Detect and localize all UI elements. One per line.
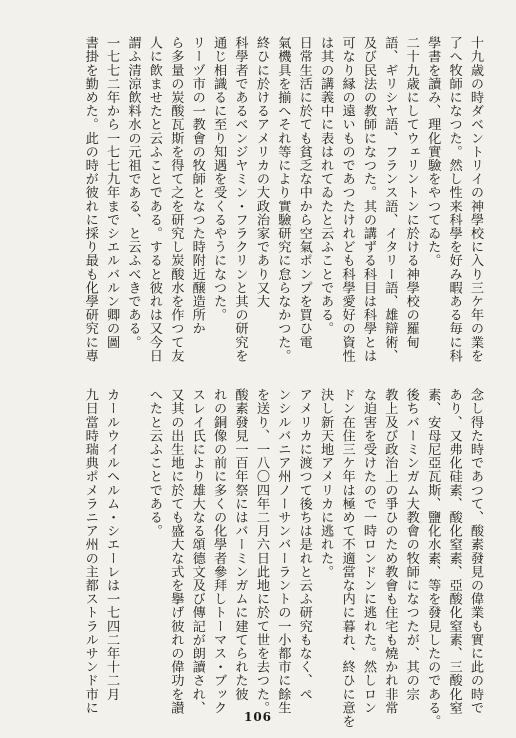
text-column: リーヅ市の一教會の牧師となつた時附近醸造所か (189, 36, 205, 336)
text-column: へたと云ふことである。 (146, 388, 162, 538)
text-column: 一七七二年から一七七九年までシエルバルン卿の圖 (104, 36, 120, 349)
text-column: 教上及び政治上の爭ひのため教會も住宅も燒かれ非常 (382, 388, 398, 715)
text-column: 念し得た時であつて、酸素發見の偉業も實に此の時で (468, 388, 483, 715)
text-column: は其の講義中に表はれてゐたと云ふことである。 (318, 36, 334, 336)
text-column: 書掛を勤めた。此の時が彼れに採り最も化學研究に專 (82, 36, 98, 363)
text-column: あり、又弗化硅素、酸化窒素、亞酸化窒素、三酸化窒 (446, 388, 462, 715)
text-column: ンシルバニア州ノーサンバーラントの一小都市に餘生 (275, 388, 291, 715)
text-column: 科學者であるベンジヤミン・フラクリンと其の研究を (232, 36, 248, 363)
text-column: 二十九歳にしてウェリントンに於ける神學校の羅甸 (403, 36, 419, 349)
text-column: ドン在住三ケ年は極めて不適當な内に暮れ、終ひに意を (339, 388, 355, 728)
text-column: 九日當時瑞典ポメラニア州の主都ストラルサンド市に (82, 388, 98, 715)
text-column: 又其の出生地に於ても盛大な式を擧げ彼れの偉功を讃 (168, 388, 184, 715)
text-column: 酸素發見一百年祭にはバーミンガムに建てられた彼 (232, 388, 248, 701)
text-column: カールウイルヘルム・シエーレは一七四二年十二月 (104, 388, 120, 701)
text-column: 了へ牧師になつた。然し性来科學を好み暇ある毎に科 (446, 36, 462, 363)
text-column: 及び民法の教師になつた。其の講ずる科目は科學とは (360, 36, 376, 363)
text-column: 謂ふ清涼飲料水の元祖である、と云ふべきである。 (125, 36, 141, 349)
text-block-top (79, 36, 486, 363)
text-column: を送り、一八〇四年二月六日此地に於て世を去つた。 (253, 388, 269, 715)
text-column (122, 388, 143, 698)
text-column: 學書を讀み、理化實驗をやつてゐた。 (425, 36, 441, 268)
text-column: 素、安母尼亞瓦斯、鹽化水素、等を發見したのである。 (425, 388, 441, 728)
text-column: 氣機具を揃へそれ等により實驗研究に怠らなかつた。 (275, 36, 291, 363)
text-column: 人に飲ませたと云ふことである。すると彼れは又今日 (146, 36, 162, 363)
text-column: 語、ギリシヤ語、フランス語、イタリー語、雄辯術、 (382, 36, 398, 363)
text-column: 十九歳の時ダベントリイの神學校に入り三ケ年の業を (468, 36, 483, 363)
text-column: 日常生活に於ても貧乏な中から空氣ポンプを買ひ電 (296, 36, 312, 349)
text-column: 可なり縁の遠いものであつたけれども科學愛好の資性 (339, 36, 355, 363)
text-column: 終ひに於けるアメリカの大政治家であり又大 (253, 36, 269, 308)
page-number: 106 (243, 710, 273, 724)
text-column: 決し新天地アメリカに逃れた。 (318, 388, 334, 579)
text-column: な迫害を受けたので一時ロンドンに逃れた。然しロン (360, 388, 376, 715)
text-column: ら多量の炭酸瓦斯を得て之を研究し炭酸水を作つて友 (168, 36, 184, 363)
text-column: れの銅像の前に多くの化學者參拜しトーマス・ブック (211, 388, 227, 715)
text-column: 後ちバーミンガム大教會の牧師になつたが、其の宗 (403, 388, 419, 701)
text-column: 通じ相識るに至り知遇を受くるやうになつた。 (211, 36, 227, 322)
text-column: スレイ氏により雄大なる頌德文及び傳記が朗讀され、 (189, 388, 205, 715)
text-column: アメリカに渡つて後ちは是れと云ふ研究もなく、ペ (296, 388, 312, 701)
